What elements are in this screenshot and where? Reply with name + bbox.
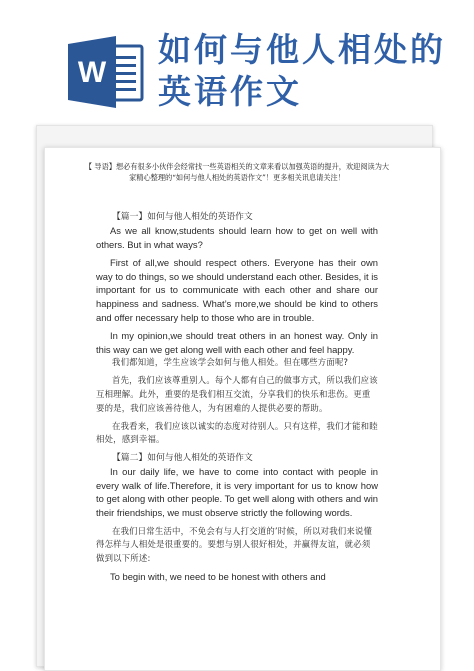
document-title-line1: 如何与他人相处的: [158, 30, 446, 69]
document-title-line2: 英语作文: [158, 72, 302, 111]
intro-text: 【 导语】想必有很多小伙伴会经常找一些英语相关的文章来看以加强英语的提升，欢迎阅读为大家精心整理的“如何与他人相处的英语作文”！更多相关讯息请关注！: [84, 162, 390, 182]
section1-en-paragraph3: In my opinion,we should treat others in an honest way. Only in this way can we get along well with each other and feel happy.: [96, 330, 378, 355]
word-letter: W: [77, 56, 107, 89]
document-body: [96, 210, 378, 588]
section1-en-paragraph2: First of all,we should respect others. Everyone has their own way to do things, so we should understand each other. Besides, it is important for us to communicate with each other and share our happiness and sadness. What’s more,we should be kind to others and offer necessary help to those who are in trouble.: [96, 257, 378, 323]
section2-zh-paragraph1: 在我们日常生活中，不免会有与人打交道的’时候，所以对我们来说懂得怎样与人相处是很重要的。要想与别人很好相处，并赢得友谊，就必须做到以下所述:: [96, 525, 373, 564]
section1-en-paragraph1: As we all know,students should learn how to get on well with others. But in what ways?: [96, 225, 378, 250]
section2-heading: 【篇二】如何与他人相处的英语作文: [112, 453, 253, 464]
section1-zh-paragraph1: 我们都知道，学生应该学会如何与他人相处。但在哪些方面呢?: [112, 357, 349, 368]
section2-en-paragraph1: In our daily life, we have to come into contact with people in every walk of life.Therefore, it is very important for us to know how to get along with other people. To get well along with others and win their friendships, we must observe strictly the following words.: [96, 466, 378, 518]
section1-zh-paragraph2: 首先，我们应该尊重别人。每个人都有自己的做事方式，所以我们应该互相理解。此外，重要的是我们相互交流，分享我们的快乐和悲伤。更重要的是，我们应该善待他人，为有困难的人提供必要的帮助。: [96, 375, 378, 413]
word-icon: [66, 36, 146, 108]
section1-zh-paragraph3: 在我看来，我们应该以诚实的态度对待别人。只有这样，我们才能和睦相处，感到幸福。: [96, 420, 378, 445]
section2-en-paragraph2: To begin with, we need to be honest with others and: [110, 570, 326, 582]
section1-heading: 【篇一】如何与他人相处的英语作文: [112, 212, 253, 222]
